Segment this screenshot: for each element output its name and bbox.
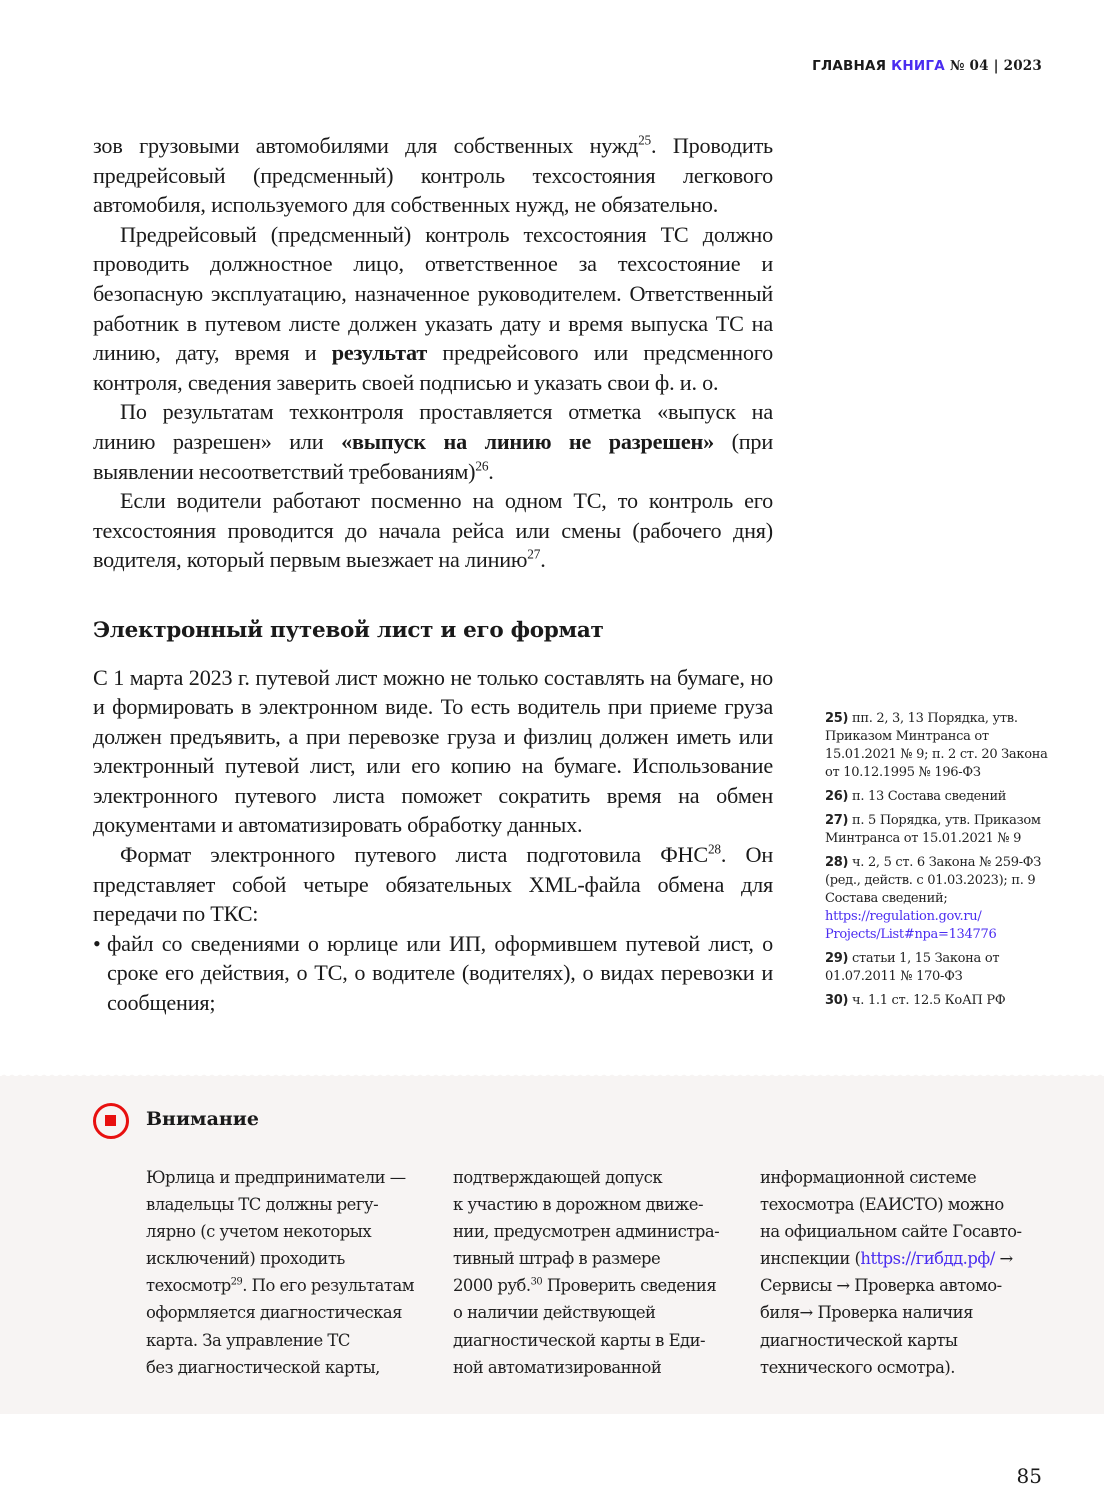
footnote-29: 29) статьи 1, 15 Закона от 01.07.2011 № 170-ФЗ bbox=[825, 951, 1000, 984]
issue-number: № 04 | 2023 bbox=[949, 58, 1042, 74]
footnote-25: 25) пп. 2, 3, 13 Порядка, утв. Приказом Минтранса от 15.01.2021 № 9; п. 2 ст. 20 Закона от 10.12.1995 № 196-ФЗ bbox=[825, 711, 1048, 780]
paragraph-2: Предрейсовый (предсменный) контроль техсостояния ТС должно проводить должностное лицо, ответственное за техсостояние и безопасную эксплуатацию, назначенное руководителем. Ответственный работник в путевом листе должен указать дату и время выпуска ТС на линию, дату, время и результат предрейсового или предсменного контроля, сведения заверить своей подписью и указать свои ф. и. о. bbox=[93, 221, 773, 395]
footnote-27: 27) п. 5 Порядка, утв. Приказом Минтранса от 15.01.2021 № 9 bbox=[825, 813, 1041, 846]
footnote-ref-25[interactable]: 25 bbox=[638, 132, 651, 148]
attention-title: Внимание bbox=[146, 1108, 259, 1130]
footnote-26: 26) п. 13 Состава сведений bbox=[825, 789, 1007, 804]
bullet-item: • файл со сведениями о юрлице или ИП, оформившем путевой лист, о сроке его действия, о ТС, о водителе (водителях), о видах перевозки и сообщения; bbox=[93, 930, 773, 1016]
footnote-ref-26[interactable]: 26 bbox=[475, 458, 489, 474]
brand-name-part1: ГЛАВНАЯ bbox=[812, 58, 887, 74]
paragraph-3: По результатам техконтроля проставляется отметка «выпуск на линию разрешен» или «выпуск на линию не разрешен» (при выявлении несоответствий требованиям)$^{26}$. bbox=[93, 399, 774, 484]
section-heading: Электронный путевой лист и его формат bbox=[93, 617, 604, 643]
paragraph-6: Формат электронного путевого листа подготовила ФНС$^{28}$. Он представляет собой четыре обязательных XML-файла обмена для передачи по ТКС: bbox=[93, 841, 773, 927]
footnote-ref-29[interactable]: 29 bbox=[230, 1276, 243, 1288]
footnote-30: 30) ч. 1.1 ст. 12.5 КоАП РФ bbox=[825, 993, 1006, 1008]
regulation-link[interactable]: https://regulation.gov.ru/ Projects/List#npa=134776 bbox=[825, 909, 997, 942]
brand-name-part2: КНИГА bbox=[891, 58, 945, 74]
stop-circle-icon bbox=[93, 1103, 129, 1139]
bullet-icon: • bbox=[93, 930, 101, 956]
footnote-ref-30[interactable]: 30 bbox=[530, 1276, 543, 1288]
page-number: 85 bbox=[1016, 1464, 1042, 1488]
attention-column-2: подтверждающей допуск к участию в дорожном движе- нии, предусмотрен администра- тивный штраф в размере 2000 руб.$^{30}$ Проверить сведения о наличии действующей диагностической карты в Еди- ной автоматизированной bbox=[453, 1168, 720, 1377]
footnotes-sidebar bbox=[825, 710, 1050, 1016]
footnote-ref-27[interactable]: 27 bbox=[527, 546, 541, 562]
attention-column-1: Юрлица и предприниматели — владельцы ТС должны регу- лярно (с учетом некоторых исключений) проходить техосмотр$^{29}$. По его результатам оформляется диагностическая карта. За управление ТС без диагностической карты, bbox=[146, 1168, 414, 1377]
paragraph-1: зов грузовыми автомобилями для собственных нужд$^{25}$. Проводить предрейсовый (предсменный) контроль техсостояния легкового автомобиля, используемого для собственных нужд, не обязательно. bbox=[93, 132, 773, 218]
magazine-header bbox=[812, 58, 1042, 74]
footnote-28: 28) ч. 2, 5 ст. 6 Закона № 259-ФЗ (ред., действ. с 01.03.2023); п. 9 Состава сведений; https://regulation.gov.ru/ Projects/List#npa=134776 bbox=[825, 855, 1042, 942]
footnote-ref-28[interactable]: 28 bbox=[707, 841, 721, 857]
paragraph-5: С 1 марта 2023 г. путевой лист можно не только составлять на бумаге, но и формировать в электронном виде. То есть водитель при приеме груза должен предъявить, а при перевозке груза и физлиц должен иметь или электронный путевой лист, или его копию на бумаге. Использование электронного путевого листа поможет сократить время на обмен документами и автоматизировать обработку данных. bbox=[93, 664, 773, 838]
gibdd-link[interactable]: https://гибдд.рф/ bbox=[860, 1249, 995, 1269]
paragraph-4: Если водители работают посменно на одном ТС, то контроль его техсостояния проводится до начала рейса или смены (рабочего дня) водителя, который первым выезжает на линию$^{27}$. bbox=[93, 488, 773, 573]
attention-column-3: информационной системе техосмотра (ЕАИСТО) можно на официальном сайте Госавто- инспекции (https://гибдд.рф/ → Сервисы → Проверка автомо- биля→ Проверка наличия диагностической карты технического осмотра). bbox=[760, 1168, 1022, 1377]
main-text-column bbox=[93, 131, 773, 1018]
